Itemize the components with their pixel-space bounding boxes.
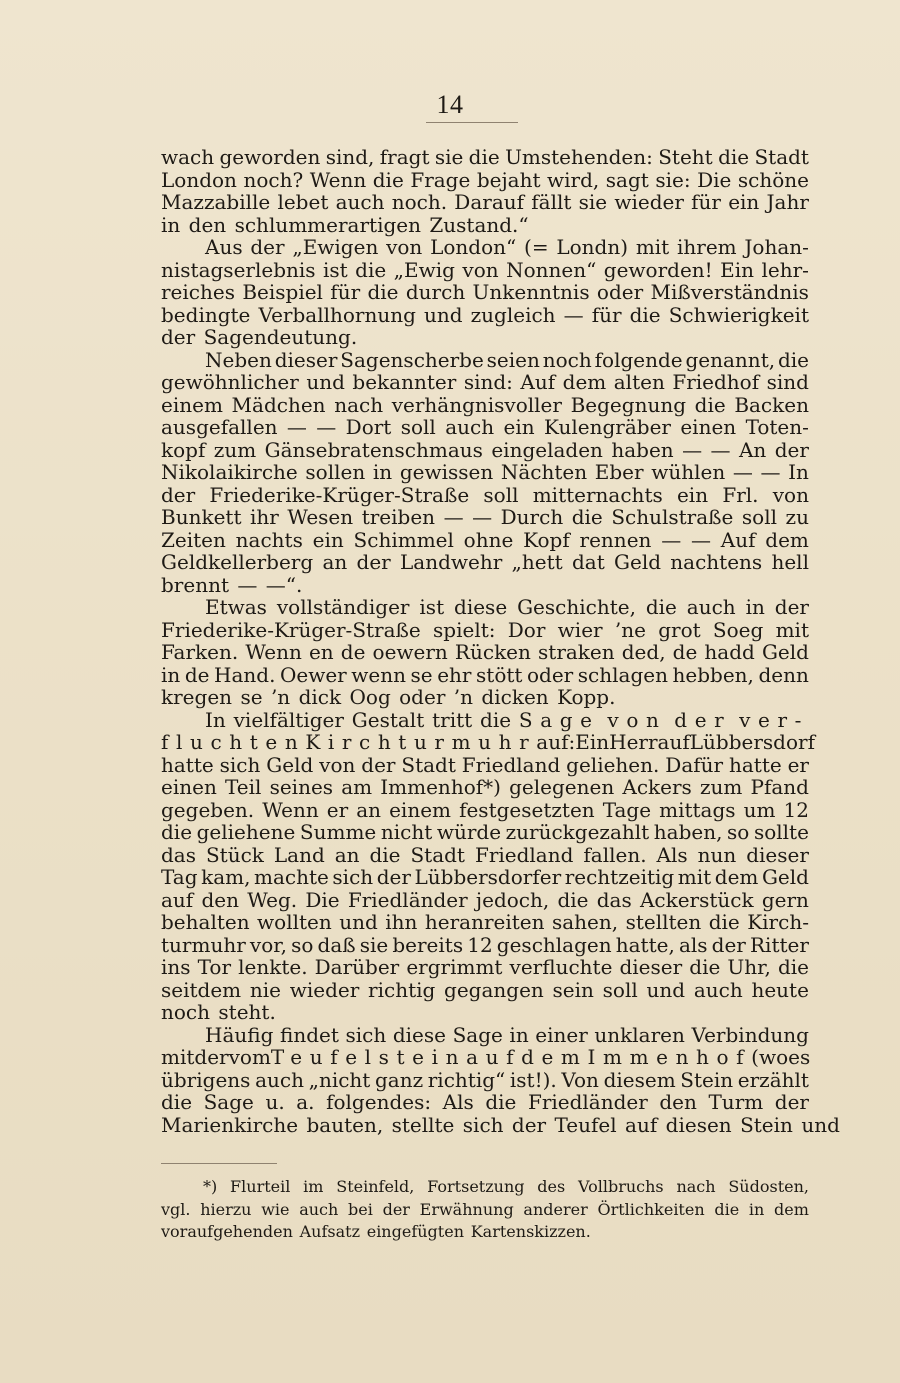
text-line: die Sage u. a. folgendes: Als die Friedländer den Turm der — [161, 1090, 809, 1114]
text-line: bedingte Verballhornung und zugleich — für die Schwierigkeit — [161, 302, 809, 327]
text-line: einem Mädchen nach verhängnisvoller Begegnung die Backen — [161, 392, 809, 417]
text-line: Etwas vollständiger ist diese Geschichte, die auch in der — [205, 595, 809, 619]
text-line: Tag kam, machte sich der Lübbersdorfer rechtzeitig mit dem Geld — [161, 865, 809, 889]
text-line: seitdem nie wieder richtig gegangen sein soll und auch heute — [161, 977, 809, 1002]
text-line: vgl. hierzu wie auch bei der Erwähnung anderer Örtlichkeiten die in dem — [161, 1199, 809, 1219]
text-line: kopf zum Gänsebratenschmaus eingeladen haben — — An der — [161, 437, 809, 462]
text-line: fluchten Kirchturmuhr auf: Ein Herr auf Lübbersdorf — [161, 730, 815, 754]
text-line: Bunkett ihr Wesen treiben — — Durch die Schulstraße soll zu — [161, 505, 809, 529]
text-line: Marienkirche bauten, stellte sich der Teufel auf diesen Stein und — [161, 1112, 840, 1137]
text-line: *) Flurteil im Steinfeld, Fortsetzung des Vollbruchs nach Südosten, — [203, 1177, 809, 1196]
text-line: kregen se ’n dick Oog oder ’n dicken Kopp. — [161, 685, 616, 709]
text-line: Geldkellerberg an der Landwehr „hett dat Geld nachtens hell — [161, 550, 809, 574]
text-line: Nikolaikirche sollen in gewissen Nächten Eber wühlen — — In — [161, 460, 809, 484]
footnote-rule — [161, 1163, 277, 1164]
text-line: Mazzabille lebet auch noch. Darauf fällt sie wieder für ein Jahr — [161, 190, 809, 214]
body-text — [161, 145, 840, 1137]
text-line: Neben dieser Sagenscherbe seien noch folgende genannt, die — [205, 347, 809, 372]
text-line: die geliehene Summe nicht würde zurückgezahlt haben, so sollte — [161, 820, 809, 844]
text-line: turmuhr vor, so daß sie bereits 12 geschlagen hatte, als der Ritter — [161, 932, 809, 957]
text-line: ins Tor lenkte. Darüber ergrimmt verfluchte dieser die Uhr, die — [161, 955, 809, 979]
header-rule — [426, 122, 518, 123]
text-line: hatte sich Geld von der Stadt Friedland geliehen. Dafür hatte er — [161, 752, 809, 777]
text-line: In vielfältiger Gestalt tritt die Sage von der ver- — [205, 707, 809, 732]
text-line: Häufig findet sich diese Sage in einer unklaren Verbindung — [205, 1022, 809, 1047]
footnote — [161, 1176, 809, 1244]
text-line: gegeben. Wenn er an einem festgesetzten Tage mittags um 12 — [161, 797, 809, 822]
text-line: voraufgehenden Aufsatz eingefügten Kartenskizzen. — [161, 1222, 591, 1241]
text-line: einen Teil seines am Immenhof*) gelegenen Ackers zum Pfand — [161, 775, 809, 799]
text-line: in den schlummerartigen Zustand.“ — [161, 212, 529, 237]
text-line: London noch? Wenn die Frage bejaht wird, sagt sie: Die schöne — [161, 167, 809, 192]
text-line: übrigens auch „nicht ganz richtig“ ist!). Von diesem Stein erzählt — [161, 1067, 809, 1092]
text-line: in de Hand. Oewer wenn se ehr stött oder schlagen hebben, denn — [161, 662, 809, 687]
text-line: mit der vom Teufelstein auf dem Immenhof (wo es — [161, 1045, 811, 1069]
text-line: noch steht. — [161, 1000, 276, 1024]
text-line: der Friederike-Krüger-Straße soll mitternachts ein Frl. von — [161, 482, 809, 507]
text-line: wach geworden sind, fragt sie die Umstehenden: Steht die Stadt — [161, 145, 809, 169]
text-line: der Sagendeutung. — [161, 325, 358, 349]
text-line: Friederike-Krüger-Straße spielt: Dor wier ’ne grot Soeg mit — [161, 617, 809, 642]
text-line: ausgefallen — — Dort soll auch ein Kulengräber einen Toten- — [161, 415, 809, 439]
text-line: nistagserlebnis ist die „Ewig von Nonnen“ geworden! Ein lehr- — [161, 257, 809, 282]
text-line: Aus der „Ewigen von London“ (= Londn) mit ihrem Johan- — [205, 235, 809, 259]
text-line: gewöhnlicher und bekannter sind: Auf dem alten Friedhof sind — [161, 370, 809, 394]
text-line: das Stück Land an die Stadt Friedland fallen. Als nun dieser — [161, 842, 809, 867]
text-line: reiches Beispiel für die durch Unkenntnis oder Mißverständnis — [161, 280, 809, 304]
text-line: auf den Weg. Die Friedländer jedoch, die das Ackerstück gern — [161, 887, 809, 912]
text-line: Farken. Wenn en de oewern Rücken straken ded, de hadd Geld — [161, 640, 809, 664]
page-number: 14 — [436, 90, 464, 119]
text-line: brennt — —“. — [161, 572, 303, 597]
text-line: Zeiten nachts ein Schimmel ohne Kopf rennen — — Auf dem — [161, 527, 809, 552]
text-line: behalten wollten und ihn heranreiten sahen, stellten die Kirch- — [161, 910, 809, 934]
